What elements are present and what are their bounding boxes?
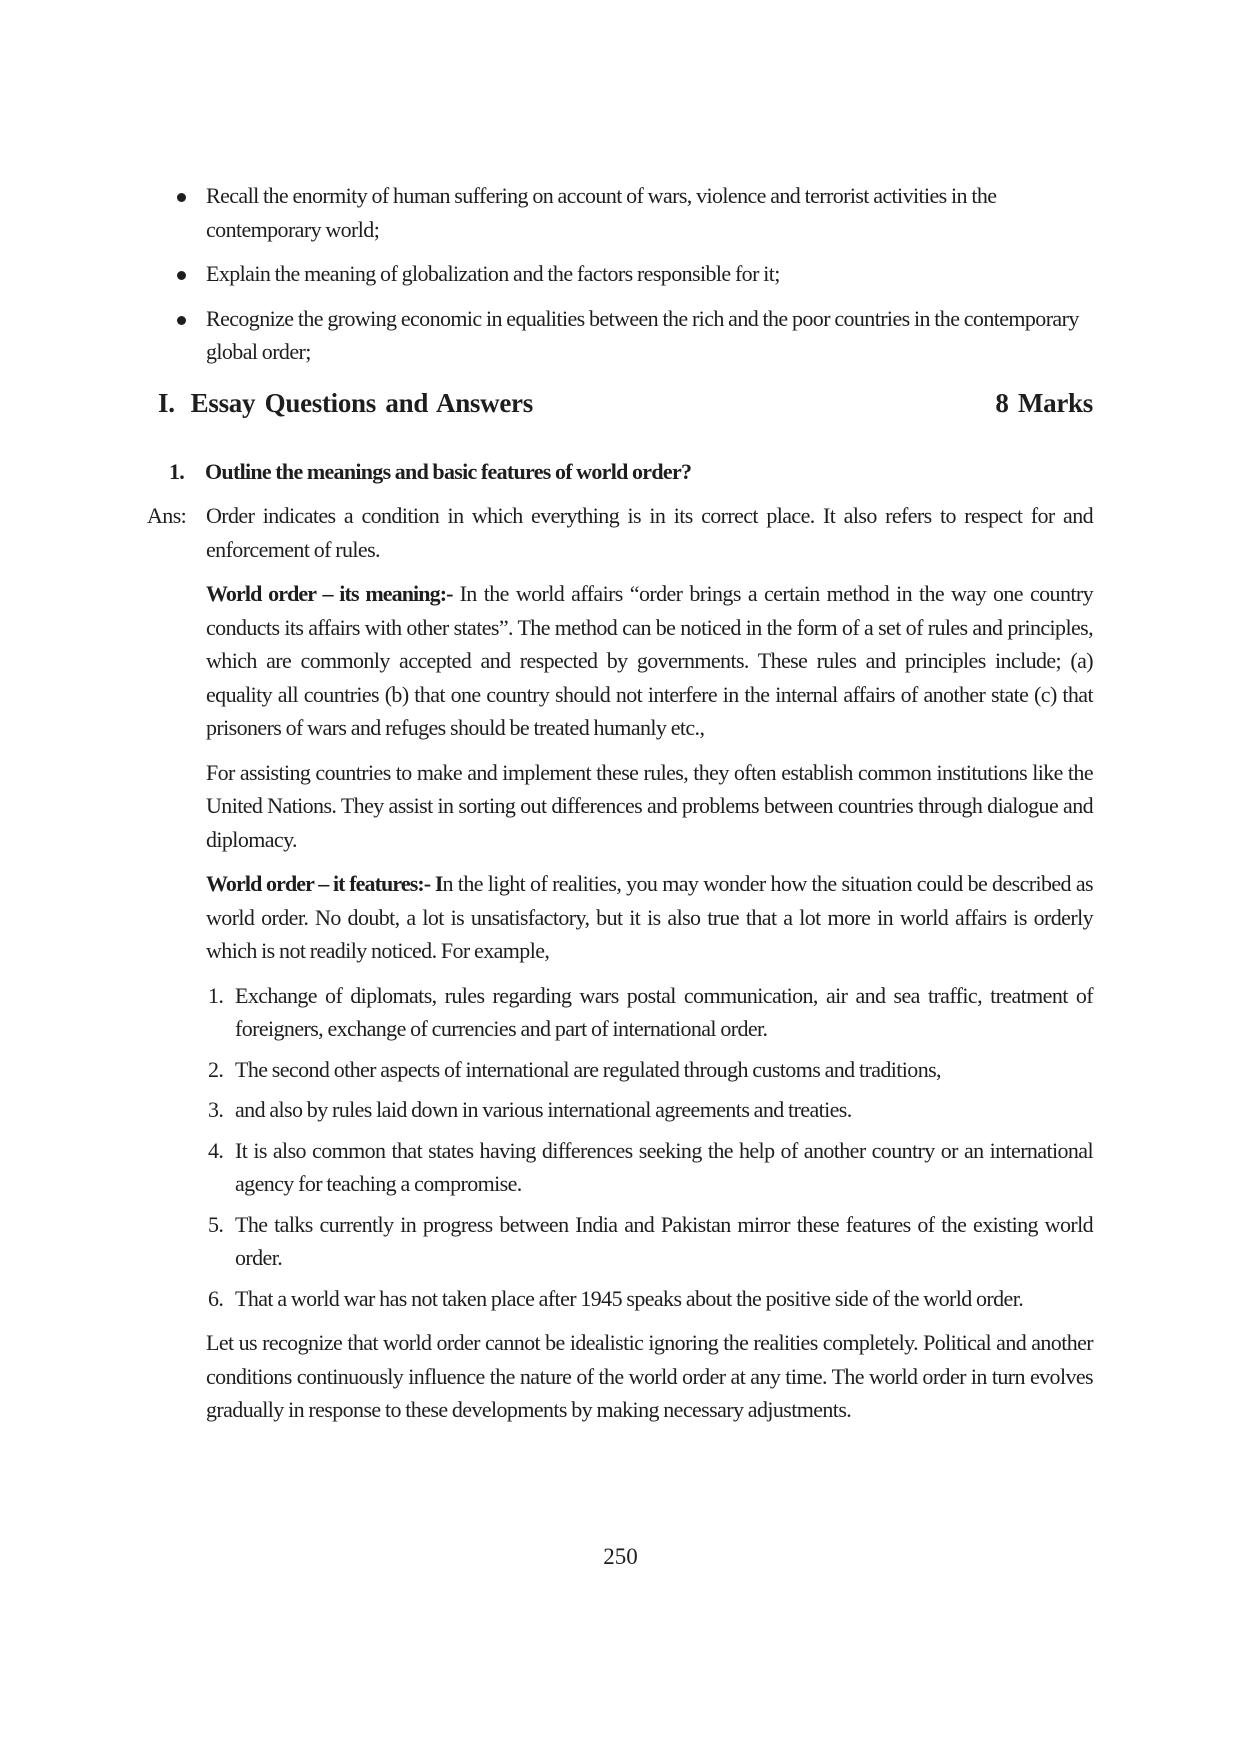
section-title-group: [158, 386, 533, 420]
feature-item: [206, 979, 1093, 1046]
feature-number: 1.: [208, 982, 224, 1008]
objective-text: Recognize the growing economic in equalities between the rich and the poor countries in the contemporary global order;: [206, 305, 1079, 364]
page-number: 250: [603, 1544, 638, 1569]
feature-number: 5.: [208, 1211, 224, 1237]
question-number: 1.: [169, 459, 185, 484]
feature-number: 3.: [208, 1097, 224, 1122]
features-list: [206, 979, 1093, 1316]
feature-text: Exchange of diplomats, rules regarding wars postal communication, air and sea traffic, treatment of foreigners, exchange of currencies and part of international order.: [235, 982, 1093, 1041]
meaning-heading: World order – its meaning:-: [206, 581, 453, 606]
answer-block: [147, 499, 1093, 1438]
question: [169, 455, 1099, 488]
feature-text: That a world war has not taken place after 1945 speaks about the positive side of the world order.: [235, 1285, 1024, 1311]
objective-text: Recall the enormity of human suffering on account of wars, violence and terrorist activities in the contemporary world;: [206, 183, 997, 242]
feature-item: [206, 1093, 1093, 1127]
feature-number: 4.: [208, 1137, 224, 1163]
feature-number: 2.: [208, 1056, 224, 1082]
answer-intro: Order indicates a condition in which everything is in its correct place. It also refers to respect for and enforcement of rules.: [206, 503, 1093, 562]
feature-item: [206, 1053, 1093, 1087]
feature-item: [206, 1282, 1093, 1316]
section-heading: [158, 386, 1093, 420]
section-marks: 8 Marks: [995, 388, 1093, 418]
section-number: I.: [158, 388, 175, 418]
institutions-paragraph: For assisting countries to make and implement these rules, they often establish common institutions like the United Nations. They assist in sorting out differences and problems between countries through dialogue and diplomacy.: [206, 759, 1093, 852]
feature-text: It is also common that states having differences seeking the help of another country or an international agency for teaching a compromise.: [235, 1137, 1093, 1196]
feature-item: [206, 1208, 1093, 1275]
section-title: Essay Questions and Answers: [190, 388, 533, 418]
answer-body: [206, 499, 1093, 1427]
bullet-icon: [177, 316, 186, 325]
feature-text: The second other aspects of international are regulated through customs and traditions,: [235, 1056, 941, 1082]
features-heading: World order – it features:- I: [206, 871, 443, 896]
question-text: Outline the meanings and basic features of world order?: [205, 459, 692, 484]
features-text: n the light of realities, you may wonder how the situation could be described as world order. No doubt, a lot is unsatisfactory, but it is also true that a lot more in world affairs is orderly which is not readily noticed. For example,: [206, 871, 1093, 963]
bullet-icon: [177, 193, 186, 202]
objectives-list: [168, 179, 1093, 380]
meaning-paragraph: [206, 577, 1093, 745]
objective-item: [168, 302, 1093, 369]
feature-number: 6.: [208, 1285, 224, 1311]
objective-item: [168, 257, 1093, 291]
feature-text: The talks currently in progress between India and Pakistan mirror these features of the existing world order.: [235, 1211, 1093, 1270]
objective-item: [168, 179, 1093, 246]
meaning-text: In the world affairs “order brings a certain method in the way one country conducts its affairs with other states”. The method can be noticed in the form of a set of rules and principles, which are commonly accepted and respected by governments. These rules and principles include; (a) equality all countries (b) that one country should not interfere in the internal affairs of another state (c) that prisoners of wars and refuges should be treated humanly etc.,: [206, 581, 1093, 740]
features-paragraph: [206, 867, 1093, 968]
feature-item: [206, 1134, 1093, 1201]
feature-text: and also by rules laid down in various international agreements and treaties.: [235, 1097, 852, 1122]
answer-label: Ans:: [147, 503, 187, 528]
conclusion-paragraph: Let us recognize that world order cannot be idealistic ignoring the realities completely. Political and another conditions continuously influence the nature of the world order at any time. The world order in turn evolves gradually in response to these developments by making necessary adjustments.: [206, 1330, 1093, 1422]
bullet-icon: [177, 271, 186, 280]
objective-text: Explain the meaning of globalization and the factors responsible for it;: [206, 261, 780, 286]
